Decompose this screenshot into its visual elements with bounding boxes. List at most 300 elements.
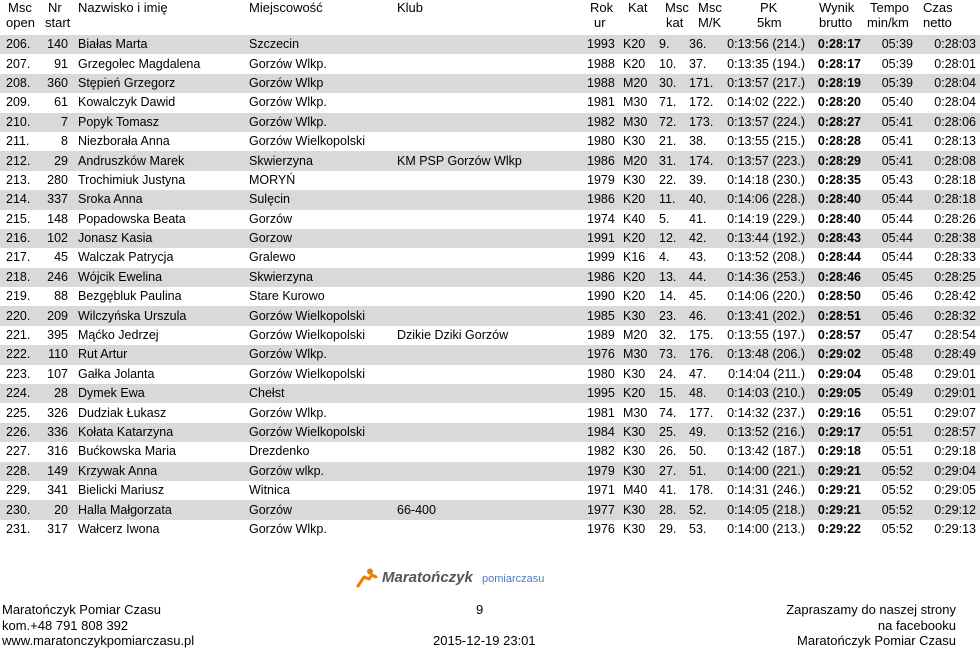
split-5km-cell: 0:14:19 (229.)	[723, 210, 809, 229]
category-cell: K30	[623, 442, 659, 461]
bib-cell: 7	[40, 113, 72, 132]
name-cell: Sroka Anna	[72, 190, 249, 209]
net-time-cell: 0:28:03	[917, 35, 980, 54]
birth-year-cell: 1999	[585, 248, 623, 267]
gender-place-cell: 48.	[689, 384, 723, 403]
name-cell: Mąćko Jedrzej	[72, 326, 249, 345]
net-time-cell: 0:28:01	[917, 54, 980, 73]
bib-cell: 102	[40, 229, 72, 248]
city-cell: MORYŃ	[249, 171, 397, 190]
category-place-cell: 25.	[659, 423, 689, 442]
gender-place-cell: 53.	[689, 520, 723, 539]
header-open: open	[6, 15, 35, 30]
category-cell: K30	[623, 132, 659, 151]
club-cell	[397, 287, 585, 306]
gender-place-cell: 46.	[689, 306, 723, 325]
split-5km-cell: 0:14:05 (218.)	[723, 500, 809, 519]
bib-cell: 337	[40, 190, 72, 209]
category-place-cell: 14.	[659, 287, 689, 306]
birth-year-cell: 1980	[585, 132, 623, 151]
category-cell: K30	[623, 306, 659, 325]
table-row	[0, 268, 980, 287]
header-kat-sub: kat	[666, 15, 684, 30]
footer-page-number: 9	[476, 602, 484, 617]
gross-time-cell: 0:29:05	[809, 384, 867, 403]
birth-year-cell: 1979	[585, 462, 623, 481]
city-cell: Skwierzyna	[249, 268, 397, 287]
bib-cell: 29	[40, 151, 72, 170]
gender-place-cell: 41.	[689, 210, 723, 229]
results-table	[0, 35, 980, 539]
pace-cell: 05:48	[867, 345, 917, 364]
category-place-cell: 23.	[659, 306, 689, 325]
gross-time-cell: 0:28:29	[809, 151, 867, 170]
gross-time-cell: 0:29:17	[809, 423, 867, 442]
birth-year-cell: 1988	[585, 54, 623, 73]
bib-cell: 107	[40, 365, 72, 384]
gross-time-cell: 0:28:50	[809, 287, 867, 306]
birth-year-cell: 1976	[585, 520, 623, 539]
gross-time-cell: 0:28:20	[809, 93, 867, 112]
gross-time-cell: 0:28:17	[809, 54, 867, 73]
bib-cell: 140	[40, 35, 72, 54]
split-5km-cell: 0:14:06 (228.)	[723, 190, 809, 209]
place-cell: 213.	[0, 171, 40, 190]
category-place-cell: 13.	[659, 268, 689, 287]
birth-year-cell: 1991	[585, 229, 623, 248]
pace-cell: 05:39	[867, 54, 917, 73]
net-time-cell: 0:28:18	[917, 190, 980, 209]
club-cell: 66-400	[397, 500, 585, 519]
category-place-cell: 32.	[659, 326, 689, 345]
birth-year-cell: 1986	[585, 190, 623, 209]
net-time-cell: 0:29:18	[917, 442, 980, 461]
pace-cell: 05:48	[867, 365, 917, 384]
category-place-cell: 22.	[659, 171, 689, 190]
header-minkm: min/km	[867, 15, 909, 30]
pace-cell: 05:51	[867, 442, 917, 461]
split-5km-cell: 0:14:32 (237.)	[723, 403, 809, 422]
city-cell: Gralewo	[249, 248, 397, 267]
name-cell: Wójcik Ewelina	[72, 268, 249, 287]
pace-cell: 05:49	[867, 384, 917, 403]
category-place-cell: 72.	[659, 113, 689, 132]
name-cell: Bućkowska Maria	[72, 442, 249, 461]
gender-place-cell: 40.	[689, 190, 723, 209]
place-cell: 212.	[0, 151, 40, 170]
category-cell: K20	[623, 229, 659, 248]
category-place-cell: 29.	[659, 520, 689, 539]
name-cell: Jonasz Kasia	[72, 229, 249, 248]
split-5km-cell: 0:13:52 (208.)	[723, 248, 809, 267]
name-cell: Białas Marta	[72, 35, 249, 54]
gender-place-cell: 43.	[689, 248, 723, 267]
category-place-cell: 21.	[659, 132, 689, 151]
city-cell: Chełst	[249, 384, 397, 403]
bib-cell: 336	[40, 423, 72, 442]
footer-datetime: 2015-12-19 23:01	[433, 633, 536, 648]
club-cell	[397, 520, 585, 539]
place-cell: 221.	[0, 326, 40, 345]
city-cell: Szczecin	[249, 35, 397, 54]
bib-cell: 61	[40, 93, 72, 112]
category-place-cell: 73.	[659, 345, 689, 364]
table-row	[0, 306, 980, 325]
header-wynik: Wynik	[819, 0, 855, 15]
header-5km: 5km	[757, 15, 782, 30]
header-netto: netto	[923, 15, 952, 30]
club-cell	[397, 132, 585, 151]
place-cell: 222.	[0, 345, 40, 364]
net-time-cell: 0:28:33	[917, 248, 980, 267]
city-cell: Gorzów Wielkopolski	[249, 132, 397, 151]
city-cell: Gorzów Wlkp.	[249, 345, 397, 364]
pace-cell: 05:52	[867, 500, 917, 519]
category-cell: K20	[623, 287, 659, 306]
place-cell: 230.	[0, 500, 40, 519]
net-time-cell: 0:28:42	[917, 287, 980, 306]
gender-place-cell: 44.	[689, 268, 723, 287]
category-cell: K30	[623, 365, 659, 384]
category-place-cell: 24.	[659, 365, 689, 384]
category-cell: M20	[623, 151, 659, 170]
name-cell: Wałcerz Iwona	[72, 520, 249, 539]
club-cell	[397, 229, 585, 248]
net-time-cell: 0:28:32	[917, 306, 980, 325]
place-cell: 218.	[0, 268, 40, 287]
birth-year-cell: 1981	[585, 93, 623, 112]
category-cell: M30	[623, 345, 659, 364]
split-5km-cell: 0:13:48 (206.)	[723, 345, 809, 364]
net-time-cell: 0:28:25	[917, 268, 980, 287]
table-row	[0, 287, 980, 306]
gender-place-cell: 172.	[689, 93, 723, 112]
table-row	[0, 113, 980, 132]
place-cell: 215.	[0, 210, 40, 229]
net-time-cell: 0:28:54	[917, 326, 980, 345]
category-cell: K30	[623, 171, 659, 190]
footer-invite: Zapraszamy do naszej strony	[786, 602, 956, 617]
logo-sub: pomiarczasu	[482, 573, 545, 585]
name-cell: Walczak Patrycja	[72, 248, 249, 267]
split-5km-cell: 0:13:57 (223.)	[723, 151, 809, 170]
bib-cell: 28	[40, 384, 72, 403]
name-cell: Popyk Tomasz	[72, 113, 249, 132]
gender-place-cell: 51.	[689, 462, 723, 481]
club-cell	[397, 93, 585, 112]
place-cell: 231.	[0, 520, 40, 539]
category-cell: M30	[623, 403, 659, 422]
club-cell	[397, 423, 585, 442]
pace-cell: 05:39	[867, 74, 917, 93]
category-cell: K30	[623, 423, 659, 442]
pace-cell: 05:40	[867, 93, 917, 112]
gender-place-cell: 49.	[689, 423, 723, 442]
split-5km-cell: 0:13:35 (194.)	[723, 54, 809, 73]
table-row	[0, 462, 980, 481]
city-cell: Drezdenko	[249, 442, 397, 461]
gender-place-cell: 36.	[689, 35, 723, 54]
header-mk-sub: M/K	[698, 15, 722, 30]
net-time-cell: 0:28:38	[917, 229, 980, 248]
net-time-cell: 0:28:08	[917, 151, 980, 170]
name-cell: Andruszków Marek	[72, 151, 249, 170]
table-row	[0, 365, 980, 384]
category-place-cell: 9.	[659, 35, 689, 54]
place-cell: 219.	[0, 287, 40, 306]
net-time-cell: 0:29:05	[917, 481, 980, 500]
category-place-cell: 5.	[659, 210, 689, 229]
place-cell: 208.	[0, 74, 40, 93]
category-cell: M30	[623, 93, 659, 112]
birth-year-cell: 1977	[585, 500, 623, 519]
club-cell	[397, 306, 585, 325]
gender-place-cell: 38.	[689, 132, 723, 151]
category-place-cell: 30.	[659, 74, 689, 93]
gender-place-cell: 177.	[689, 403, 723, 422]
club-cell: Dzikie Dziki Gorzów	[397, 326, 585, 345]
name-cell: Stępień Grzegorz	[72, 74, 249, 93]
pace-cell: 05:51	[867, 423, 917, 442]
table-row	[0, 132, 980, 151]
bib-cell: 209	[40, 306, 72, 325]
city-cell: Gorzów Wlkp.	[249, 54, 397, 73]
birth-year-cell: 1980	[585, 365, 623, 384]
header-msc: Msc	[8, 0, 32, 15]
birth-year-cell: 1990	[585, 287, 623, 306]
pace-cell: 05:41	[867, 132, 917, 151]
split-5km-cell: 0:13:56 (214.)	[723, 35, 809, 54]
category-cell: K20	[623, 54, 659, 73]
bib-cell: 149	[40, 462, 72, 481]
header-ur: ur	[594, 15, 606, 30]
city-cell: Gorzów Wlkp.	[249, 113, 397, 132]
table-row	[0, 248, 980, 267]
birth-year-cell: 1982	[585, 442, 623, 461]
split-5km-cell: 0:14:03 (210.)	[723, 384, 809, 403]
place-cell: 224.	[0, 384, 40, 403]
place-cell: 216.	[0, 229, 40, 248]
table-row	[0, 54, 980, 73]
city-cell: Stare Kurowo	[249, 287, 397, 306]
place-cell: 229.	[0, 481, 40, 500]
club-cell	[397, 74, 585, 93]
category-place-cell: 74.	[659, 403, 689, 422]
place-cell: 220.	[0, 306, 40, 325]
split-5km-cell: 0:13:55 (197.)	[723, 326, 809, 345]
category-cell: K20	[623, 268, 659, 287]
pace-cell: 05:47	[867, 326, 917, 345]
bib-cell: 280	[40, 171, 72, 190]
split-5km-cell: 0:14:04 (211.)	[723, 365, 809, 384]
category-cell: K30	[623, 500, 659, 519]
club-cell	[397, 384, 585, 403]
name-cell: Krzywak Anna	[72, 462, 249, 481]
city-cell: Gorzów Wielkopolski	[249, 326, 397, 345]
category-place-cell: 12.	[659, 229, 689, 248]
category-place-cell: 27.	[659, 462, 689, 481]
pace-cell: 05:43	[867, 171, 917, 190]
table-row	[0, 500, 980, 519]
gross-time-cell: 0:28:28	[809, 132, 867, 151]
birth-year-cell: 1986	[585, 151, 623, 170]
category-place-cell: 4.	[659, 248, 689, 267]
gender-place-cell: 39.	[689, 171, 723, 190]
table-row	[0, 520, 980, 539]
category-place-cell: 11.	[659, 190, 689, 209]
category-cell: K20	[623, 384, 659, 403]
city-cell: Sulęcin	[249, 190, 397, 209]
table-row	[0, 74, 980, 93]
place-cell: 214.	[0, 190, 40, 209]
place-cell: 206.	[0, 35, 40, 54]
club-cell	[397, 190, 585, 209]
table-row	[0, 442, 980, 461]
pace-cell: 05:44	[867, 248, 917, 267]
header-brutto: brutto	[819, 15, 853, 30]
category-place-cell: 28.	[659, 500, 689, 519]
gender-place-cell: 176.	[689, 345, 723, 364]
gross-time-cell: 0:28:51	[809, 306, 867, 325]
category-place-cell: 41.	[659, 481, 689, 500]
net-time-cell: 0:29:01	[917, 384, 980, 403]
pace-cell: 05:44	[867, 210, 917, 229]
name-cell: Wilczyńska Urszula	[72, 306, 249, 325]
club-cell	[397, 248, 585, 267]
category-place-cell: 26.	[659, 442, 689, 461]
table-row	[0, 93, 980, 112]
name-cell: Gałka Jolanta	[72, 365, 249, 384]
category-cell: K20	[623, 190, 659, 209]
name-cell: Popadowska Beata	[72, 210, 249, 229]
split-5km-cell: 0:14:06 (220.)	[723, 287, 809, 306]
city-cell: Gorzów Wlkp	[249, 74, 397, 93]
split-5km-cell: 0:13:52 (216.)	[723, 423, 809, 442]
net-time-cell: 0:28:04	[917, 93, 980, 112]
pace-cell: 05:45	[867, 268, 917, 287]
name-cell: Halla Małgorzata	[72, 500, 249, 519]
name-cell: Dudziak Łukasz	[72, 403, 249, 422]
club-cell	[397, 171, 585, 190]
club-cell	[397, 210, 585, 229]
bib-cell: 326	[40, 403, 72, 422]
table-row	[0, 326, 980, 345]
pace-cell: 05:44	[867, 190, 917, 209]
logo-brand: Maratończyk	[382, 569, 473, 586]
table-row	[0, 229, 980, 248]
gross-time-cell: 0:29:02	[809, 345, 867, 364]
name-cell: Dymek Ewa	[72, 384, 249, 403]
category-cell: M40	[623, 481, 659, 500]
net-time-cell: 0:29:07	[917, 403, 980, 422]
gender-place-cell: 173.	[689, 113, 723, 132]
pace-cell: 05:52	[867, 520, 917, 539]
place-cell: 227.	[0, 442, 40, 461]
table-row	[0, 403, 980, 422]
city-cell: Gorzów	[249, 210, 397, 229]
net-time-cell: 0:29:13	[917, 520, 980, 539]
birth-year-cell: 1995	[585, 384, 623, 403]
net-time-cell: 0:28:06	[917, 113, 980, 132]
table-row	[0, 345, 980, 364]
birth-year-cell: 1989	[585, 326, 623, 345]
category-cell: K20	[623, 35, 659, 54]
gross-time-cell: 0:28:46	[809, 268, 867, 287]
place-cell: 210.	[0, 113, 40, 132]
place-cell: 225.	[0, 403, 40, 422]
bib-cell: 316	[40, 442, 72, 461]
club-cell: KM PSP Gorzów Wlkp	[397, 151, 585, 170]
city-cell: Gorzów	[249, 500, 397, 519]
category-cell: M30	[623, 113, 659, 132]
gross-time-cell: 0:28:40	[809, 190, 867, 209]
gross-time-cell: 0:29:21	[809, 500, 867, 519]
header-pk: PK	[760, 0, 778, 15]
birth-year-cell: 1974	[585, 210, 623, 229]
header-tempo: Tempo	[870, 0, 910, 15]
category-place-cell: 15.	[659, 384, 689, 403]
bib-cell: 246	[40, 268, 72, 287]
city-cell: Gorzów Wlkp.	[249, 520, 397, 539]
place-cell: 228.	[0, 462, 40, 481]
net-time-cell: 0:29:01	[917, 365, 980, 384]
birth-year-cell: 1971	[585, 481, 623, 500]
birth-year-cell: 1988	[585, 74, 623, 93]
header-czas: Czas	[923, 0, 953, 15]
pace-cell: 05:44	[867, 229, 917, 248]
club-cell	[397, 462, 585, 481]
gender-place-cell: 175.	[689, 326, 723, 345]
split-5km-cell: 0:14:00 (221.)	[723, 462, 809, 481]
club-cell	[397, 345, 585, 364]
footer-facebook: na facebooku	[877, 618, 956, 633]
column-header	[0, 0, 960, 33]
gross-time-cell: 0:29:18	[809, 442, 867, 461]
bib-cell: 110	[40, 345, 72, 364]
split-5km-cell: 0:14:31 (246.)	[723, 481, 809, 500]
gender-place-cell: 171.	[689, 74, 723, 93]
split-5km-cell: 0:13:44 (192.)	[723, 229, 809, 248]
split-5km-cell: 0:13:41 (202.)	[723, 306, 809, 325]
bib-cell: 91	[40, 54, 72, 73]
pace-cell: 05:41	[867, 113, 917, 132]
table-row	[0, 35, 980, 54]
club-cell	[397, 365, 585, 384]
gross-time-cell: 0:29:22	[809, 520, 867, 539]
bib-cell: 148	[40, 210, 72, 229]
city-cell: Skwierzyna	[249, 151, 397, 170]
net-time-cell: 0:28:57	[917, 423, 980, 442]
city-cell: Gorzów Wielkopolski	[249, 306, 397, 325]
footer-website: www.maratonczykpomiarczasu.pl	[2, 633, 195, 648]
pace-cell: 05:51	[867, 403, 917, 422]
header-msc-mk: Msc	[698, 0, 722, 15]
birth-year-cell: 1981	[585, 403, 623, 422]
name-cell: Kowalczyk Dawid	[72, 93, 249, 112]
gross-time-cell: 0:29:21	[809, 462, 867, 481]
table-row	[0, 151, 980, 170]
bib-cell: 341	[40, 481, 72, 500]
pace-cell: 05:52	[867, 481, 917, 500]
gross-time-cell: 0:28:57	[809, 326, 867, 345]
gender-place-cell: 37.	[689, 54, 723, 73]
place-cell: 209.	[0, 93, 40, 112]
club-cell	[397, 481, 585, 500]
club-cell	[397, 268, 585, 287]
club-cell	[397, 54, 585, 73]
gross-time-cell: 0:28:43	[809, 229, 867, 248]
gender-place-cell: 42.	[689, 229, 723, 248]
